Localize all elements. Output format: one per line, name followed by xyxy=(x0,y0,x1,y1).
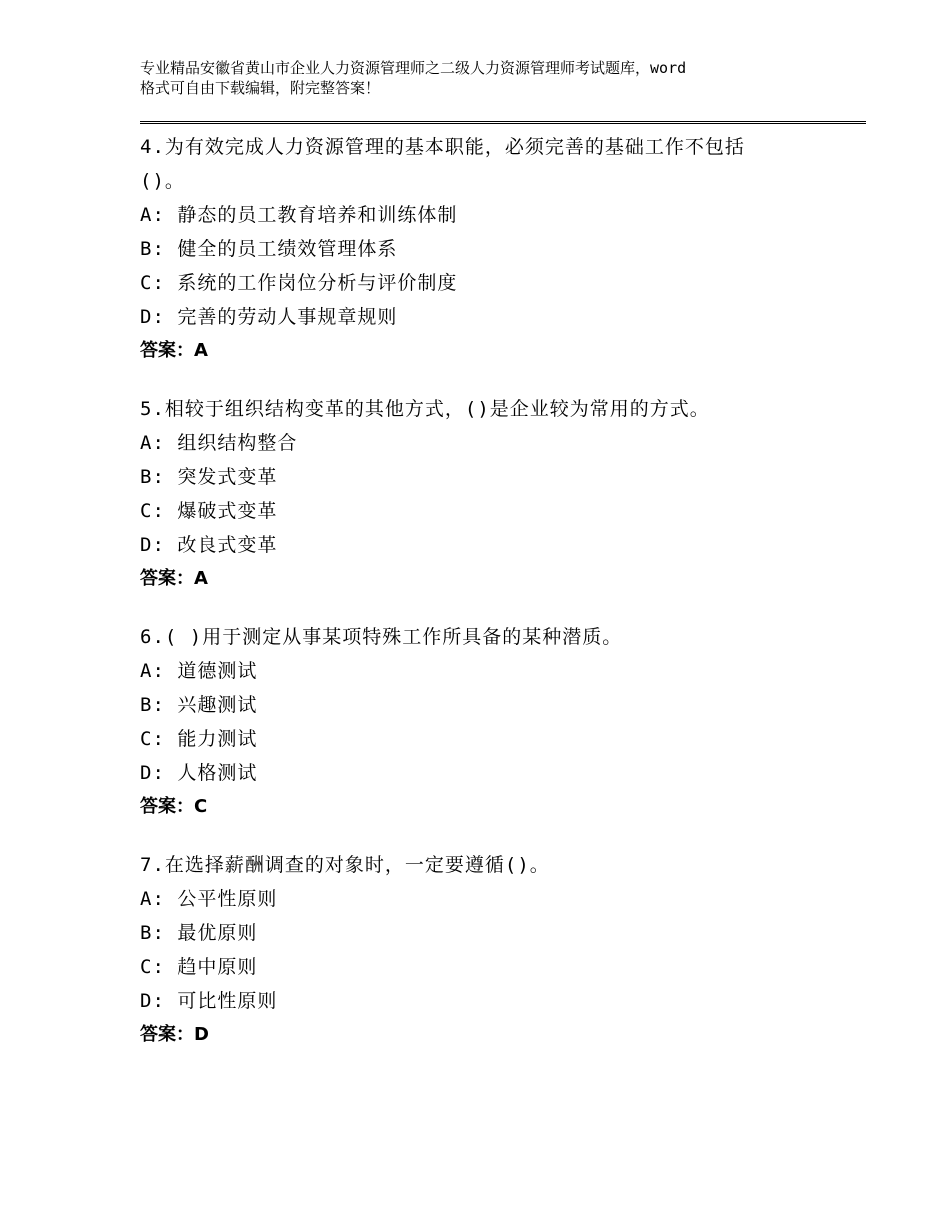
answer: 答案：C xyxy=(140,796,208,817)
header-line-1: 专业精品安徽省黄山市企业人力资源管理师之二级人力资源管理师考试题库，word xyxy=(140,59,687,77)
question-stem: 5.相较于组织结构变革的其他方式，()是企业较为常用的方式。 xyxy=(140,398,710,420)
option-b: B: 兴趣测试 xyxy=(140,694,258,716)
option-a: A: 静态的员工教育培养和训练体制 xyxy=(140,204,458,226)
question-stem: ()。 xyxy=(140,170,185,192)
answer: 答案：D xyxy=(140,1024,209,1045)
question-4 xyxy=(140,130,866,368)
option-b: B: 健全的员工绩效管理体系 xyxy=(140,238,398,260)
option-c: C: 趋中原则 xyxy=(140,956,258,978)
question-list xyxy=(140,130,866,1076)
question-7 xyxy=(140,848,866,1052)
answer: 答案：A xyxy=(140,340,208,361)
option-a: A: 组织结构整合 xyxy=(140,432,298,454)
header-line-2: 格式可自由下载编辑，附完整答案！ xyxy=(140,79,381,97)
option-a: A: 道德测试 xyxy=(140,660,258,682)
option-c: C: 能力测试 xyxy=(140,728,258,750)
option-b: B: 最优原则 xyxy=(140,922,258,944)
option-d: D: 完善的劳动人事规章规则 xyxy=(140,306,398,328)
option-c: C: 爆破式变革 xyxy=(140,500,278,522)
question-stem: 7.在选择薪酬调查的对象时，一定要遵循()。 xyxy=(140,854,550,876)
option-c: C: 系统的工作岗位分析与评价制度 xyxy=(140,272,458,294)
header-divider xyxy=(140,121,866,124)
option-a: A: 公平性原则 xyxy=(140,888,278,910)
option-d: D: 人格测试 xyxy=(140,762,258,784)
question-6 xyxy=(140,620,866,824)
question-5 xyxy=(140,392,866,596)
answer: 答案：A xyxy=(140,568,208,589)
document-header xyxy=(140,58,830,98)
option-d: D: 改良式变革 xyxy=(140,534,278,556)
question-stem: 4.为有效完成人力资源管理的基本职能，必须完善的基础工作不包括 xyxy=(140,136,745,158)
option-b: B: 突发式变革 xyxy=(140,466,278,488)
question-stem: 6.( )用于测定从事某项特殊工作所具备的某种潜质。 xyxy=(140,626,623,648)
option-d: D: 可比性原则 xyxy=(140,990,278,1012)
